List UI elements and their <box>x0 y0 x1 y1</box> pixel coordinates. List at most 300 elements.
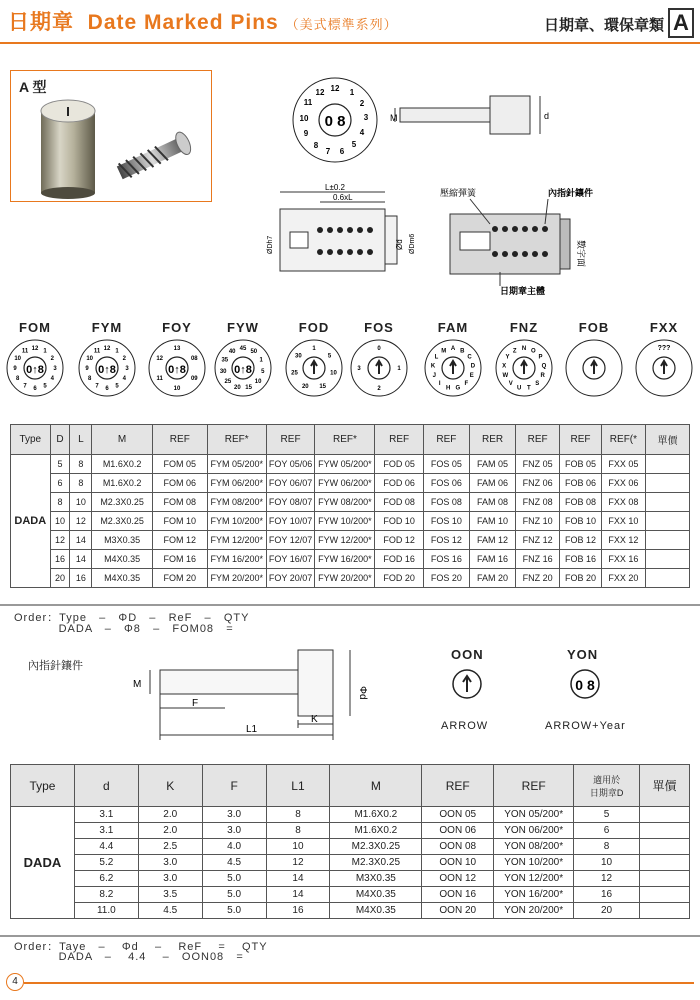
t2-cell: 8 <box>266 807 330 823</box>
svg-text:12: 12 <box>156 356 164 362</box>
t2-cell: OON 08 <box>422 839 494 855</box>
t2-cell: 12 <box>574 871 640 887</box>
t1-cell: FXX 10 <box>601 512 645 531</box>
t1-header-cell: REF <box>152 425 207 455</box>
divider <box>0 935 700 937</box>
svg-text:2: 2 <box>50 356 54 362</box>
t2-cell <box>640 823 690 839</box>
dim-label-06l: 0.6xL <box>333 193 353 202</box>
svg-text:5: 5 <box>351 140 357 149</box>
order-example-2-line2: DADA – 4.4 – OON08 = <box>14 951 244 963</box>
t2-cell: 8 <box>266 823 330 839</box>
svg-text:L: L <box>434 354 439 361</box>
t1-cell: FOM 10 <box>152 512 207 531</box>
pin-spec-body <box>11 455 690 588</box>
t1-cell: FOD 05 <box>375 455 423 474</box>
t1-cell: FNZ 16 <box>516 550 560 569</box>
t1-cell: FOB 06 <box>560 474 602 493</box>
t1-cell: FOD 06 <box>375 474 423 493</box>
t1-header-cell: Type <box>11 425 51 455</box>
footer-rule <box>24 982 694 984</box>
t1-cell: FYM 05/200* <box>207 455 266 474</box>
photo-label: A 型 <box>19 79 47 95</box>
t2-row <box>11 887 690 903</box>
t1-cell: 12 <box>50 531 70 550</box>
t1-cell: FNZ 05 <box>516 455 560 474</box>
t2-cell: 2.5 <box>138 839 202 855</box>
t2-cell: 5.0 <box>202 887 266 903</box>
t1-cell: 5 <box>50 455 70 474</box>
t1-cell: FOD 12 <box>375 531 423 550</box>
t1-row <box>11 550 690 569</box>
t1-cell: M1.6X0.2 <box>92 474 152 493</box>
t1-cell: FYM 08/200* <box>207 493 266 512</box>
svg-text:6: 6 <box>339 147 345 156</box>
svg-text:10: 10 <box>299 114 309 123</box>
t1-cell: FOM 08 <box>152 493 207 512</box>
t1-cell: FYW 05/200* <box>315 455 375 474</box>
t2-cell: 12 <box>266 855 330 871</box>
svg-text:10: 10 <box>254 379 262 386</box>
t2-header-cell: d <box>74 765 138 807</box>
svg-text:1: 1 <box>115 348 119 355</box>
t2-cell: 14 <box>266 871 330 887</box>
t1-cell: FYM 10/200* <box>207 512 266 531</box>
svg-text:???: ??? <box>657 345 671 352</box>
t1-cell: M4X0.35 <box>92 569 152 588</box>
t1-header-cell: L <box>70 425 92 455</box>
svg-text:4: 4 <box>50 376 54 382</box>
t1-cell: FOY 08/07 <box>266 493 315 512</box>
t1-header-cell: REF <box>375 425 423 455</box>
dial-fob <box>562 336 626 400</box>
t1-cell: 8 <box>50 493 70 512</box>
t1-cell: FOM 20 <box>152 569 207 588</box>
t2-cell: OON 05 <box>422 807 494 823</box>
t1-cell: FYW 16/200* <box>315 550 375 569</box>
t1-cell: FYM 20/200* <box>207 569 266 588</box>
svg-text:2: 2 <box>359 99 365 108</box>
t1-cell: 6 <box>50 474 70 493</box>
t2-cell <box>640 855 690 871</box>
t1-header-cell: REF <box>266 425 315 455</box>
dial-label-fob: FOB <box>578 320 610 335</box>
t2-cell <box>640 839 690 855</box>
svg-text:13: 13 <box>173 346 181 352</box>
svg-text:N: N <box>521 346 527 352</box>
t1-cell: FYW 08/200* <box>315 493 375 512</box>
t1-cell: FAM 12 <box>469 531 515 550</box>
svg-text:20: 20 <box>234 385 241 392</box>
t2-cell: 16 <box>266 903 330 919</box>
t1-cell: 12 <box>70 512 92 531</box>
t1-cell: FOY 06/07 <box>266 474 315 493</box>
t1-header-cell: REF* <box>315 425 375 455</box>
svg-text:7: 7 <box>95 383 99 390</box>
t1-cell <box>645 531 689 550</box>
t1-header-cell: REF <box>560 425 602 455</box>
t1-cell: 8 <box>70 455 92 474</box>
dial-fym <box>75 336 139 400</box>
t1-cell: FAM 16 <box>469 550 515 569</box>
t1-cell: FXX 08 <box>601 493 645 512</box>
t1-cell: FOM 16 <box>152 550 207 569</box>
t2-header-cell: REF <box>494 765 574 807</box>
t1-cell <box>645 569 689 588</box>
dial-label-fod: FOD <box>298 320 330 335</box>
svg-text:O: O <box>530 348 536 355</box>
dial-fyw <box>211 336 275 400</box>
insert-label-f: F <box>192 698 199 709</box>
svg-text:M: M <box>441 348 447 355</box>
svg-text:V: V <box>508 381 513 387</box>
t1-row <box>11 493 690 512</box>
t2-header-cell: 適用於 日期章D <box>574 765 640 807</box>
t2-cell: M4X0.35 <box>330 887 422 903</box>
svg-text:0↑8: 0↑8 <box>168 364 186 376</box>
title-sub: （美式標準系列） <box>285 17 398 32</box>
t1-cell: 10 <box>50 512 70 531</box>
callout-inner-insert: 內指針鑲件 <box>548 188 594 198</box>
t1-cell: 20 <box>50 569 70 588</box>
t2-cell: 3.1 <box>74 823 138 839</box>
svg-text:S: S <box>535 381 540 387</box>
svg-text:2: 2 <box>377 386 381 392</box>
t2-cell: M1.6X0.2 <box>330 823 422 839</box>
svg-text:12: 12 <box>103 346 111 352</box>
svg-text:Z: Z <box>512 348 517 355</box>
t2-cell: 8.2 <box>74 887 138 903</box>
insert-spec-header <box>11 765 690 807</box>
svg-text:5: 5 <box>43 383 47 390</box>
t1-cell: FAM 10 <box>469 512 515 531</box>
t2-cell: M4X0.35 <box>330 903 422 919</box>
svg-text:F: F <box>464 381 469 387</box>
svg-text:11: 11 <box>93 348 101 355</box>
t1-cell: FOS 05 <box>423 455 469 474</box>
t2-header-cell: K <box>138 765 202 807</box>
t2-cell: 14 <box>266 887 330 903</box>
svg-text:15: 15 <box>319 384 327 390</box>
title-cn: 日期章 <box>8 11 74 34</box>
svg-text:3: 3 <box>125 366 129 372</box>
svg-text:K: K <box>430 363 436 370</box>
svg-text:7: 7 <box>23 383 27 390</box>
t1-cell: FOS 20 <box>423 569 469 588</box>
t1-cell: 16 <box>70 569 92 588</box>
oon-caption: ARROW <box>441 720 489 732</box>
svg-text:1: 1 <box>397 366 401 372</box>
svg-text:6: 6 <box>105 386 109 392</box>
svg-text:R: R <box>540 373 545 380</box>
svg-text:Q: Q <box>541 363 547 370</box>
t2-cell: M2.3X0.25 <box>330 855 422 871</box>
t2-cell: OON 12 <box>422 871 494 887</box>
title-en: Date Marked Pins <box>87 11 279 34</box>
t1-cell: FOY 10/07 <box>266 512 315 531</box>
dim-label-l: L±0.2 <box>325 183 345 192</box>
t2-cell: 10 <box>266 839 330 855</box>
t1-cell: FOD 20 <box>375 569 423 588</box>
svg-text:12: 12 <box>330 84 340 93</box>
t1-cell: FOS 16 <box>423 550 469 569</box>
svg-text:H: H <box>446 385 451 392</box>
dial-label-fyw: FYW <box>227 320 259 335</box>
t2-cell: YON 16/200* <box>494 887 574 903</box>
main-dial <box>293 78 377 162</box>
t1-cell: FNZ 08 <box>516 493 560 512</box>
t1-cell: FOM 06 <box>152 474 207 493</box>
t1-cell: 8 <box>70 474 92 493</box>
svg-text:0↑8: 0↑8 <box>234 364 252 376</box>
svg-text:11: 11 <box>21 348 29 355</box>
t2-cell: YON 08/200* <box>494 839 574 855</box>
t2-cell: OON 16 <box>422 887 494 903</box>
t1-row <box>11 474 690 493</box>
t1-cell <box>645 474 689 493</box>
t1-cell: FOB 05 <box>560 455 602 474</box>
svg-text:C: C <box>467 354 472 361</box>
svg-text:10: 10 <box>330 370 337 377</box>
category-badge: A <box>668 8 694 38</box>
t1-cell <box>645 512 689 531</box>
t2-header-cell: M <box>330 765 422 807</box>
t1-row <box>11 512 690 531</box>
t2-cell: 4.4 <box>74 839 138 855</box>
t1-cell: FAM 05 <box>469 455 515 474</box>
t2-cell: 2.0 <box>138 823 202 839</box>
oon-name: OON <box>451 647 484 662</box>
t1-cell <box>645 550 689 569</box>
t1-cell: FOY 12/07 <box>266 531 315 550</box>
svg-text:W: W <box>502 373 509 380</box>
t1-cell: FAM 06 <box>469 474 515 493</box>
t1-cell: FOM 12 <box>152 531 207 550</box>
t2-cell: 5.0 <box>202 903 266 919</box>
t2-header-cell: Type <box>11 765 75 807</box>
pin-spec-table <box>10 424 690 588</box>
svg-text:5: 5 <box>261 368 265 375</box>
svg-text:9: 9 <box>303 129 309 138</box>
cutaway-drawing <box>450 199 570 286</box>
order-example-2-line1: Order：Taye – Φd – ReF = QTY <box>14 941 268 953</box>
t1-cell <box>645 493 689 512</box>
dim-label-dh7: ØDh7 <box>267 235 274 254</box>
t2-cell: 3.5 <box>138 887 202 903</box>
t2-cell: YON 12/200* <box>494 871 574 887</box>
svg-text:45: 45 <box>239 346 247 352</box>
callout-digit-face: 數字面 <box>576 240 586 268</box>
t2-cell: 3.1 <box>74 807 138 823</box>
t1-cell: M2.3X0.25 <box>92 512 152 531</box>
t1-cell: FOS 06 <box>423 474 469 493</box>
pin-spec-header <box>11 425 690 455</box>
t2-cell: OON 10 <box>422 855 494 871</box>
t2-cell: 4.5 <box>138 903 202 919</box>
dial-fnz <box>492 336 556 400</box>
t1-cell: 14 <box>70 531 92 550</box>
t1-cell: FYW 10/200* <box>315 512 375 531</box>
svg-text:25: 25 <box>291 370 298 377</box>
svg-text:1: 1 <box>259 357 263 364</box>
svg-text:U: U <box>517 385 522 392</box>
svg-text:T: T <box>526 385 531 392</box>
insert-spec-table <box>10 764 690 919</box>
t1-cell: FOM 05 <box>152 455 207 474</box>
assembly-drawing <box>280 192 397 271</box>
svg-text:5: 5 <box>115 383 119 390</box>
svg-text:8: 8 <box>88 376 92 382</box>
svg-text:11: 11 <box>156 376 163 382</box>
t2-cell: OON 20 <box>422 903 494 919</box>
t2-cell: 3.0 <box>138 871 202 887</box>
t1-cell: FOY 05/06 <box>266 455 315 474</box>
t1-cell: FOS 08 <box>423 493 469 512</box>
dial-label-fym: FYM <box>91 320 123 335</box>
insert-title: 內指針鑲件 <box>28 660 83 672</box>
t1-header-cell: 單價 <box>645 425 689 455</box>
t1-cell: M3X0.35 <box>92 531 152 550</box>
t1-cell: M1.6X0.2 <box>92 455 152 474</box>
t2-header-cell: F <box>202 765 266 807</box>
divider <box>0 604 700 606</box>
category-title: 日期章、環保章類 <box>543 17 664 34</box>
t2-cell: M1.6X0.2 <box>330 807 422 823</box>
t1-cell: FYW 06/200* <box>315 474 375 493</box>
svg-text:30: 30 <box>295 353 302 360</box>
t1-header-cell: REF <box>423 425 469 455</box>
t2-header-cell: 單價 <box>640 765 690 807</box>
t2-cell: YON 05/200* <box>494 807 574 823</box>
t2-cell: 4.5 <box>202 855 266 871</box>
dial-fos <box>347 336 411 400</box>
page-number: 4 <box>6 973 24 991</box>
insert-label-l1: L1 <box>246 724 258 735</box>
page-title <box>8 6 398 36</box>
main-dial-digits: 0 8 <box>324 113 346 130</box>
t1-cell: FOD 08 <box>375 493 423 512</box>
t2-row <box>11 839 690 855</box>
svg-text:X: X <box>502 363 507 370</box>
t1-header-cell: M <box>92 425 152 455</box>
t1-cell: FOY 16/07 <box>266 550 315 569</box>
dim-label-dm6: ØDm6 <box>409 233 416 254</box>
svg-text:0↑8: 0↑8 <box>98 364 116 376</box>
t2-header-cell: REF <box>422 765 494 807</box>
svg-text:5: 5 <box>327 353 332 360</box>
dim-label-d: d <box>544 111 550 121</box>
svg-text:3: 3 <box>357 366 361 372</box>
t2-cell: 3.0 <box>202 823 266 839</box>
t1-cell: FXX 20 <box>601 569 645 588</box>
t1-cell: FOB 12 <box>560 531 602 550</box>
svg-text:3: 3 <box>53 366 57 372</box>
t2-cell: 10 <box>574 855 640 871</box>
t2-cell: 5.2 <box>74 855 138 871</box>
yon-name: YON <box>567 647 599 662</box>
callout-main-body: 日期章主體 <box>500 286 546 296</box>
t2-row <box>11 903 690 919</box>
svg-text:20: 20 <box>301 384 309 390</box>
svg-text:E: E <box>469 373 474 380</box>
t1-cell: FAM 20 <box>469 569 515 588</box>
insert-label-phid: Φd <box>357 686 368 700</box>
t1-cell: FAM 08 <box>469 493 515 512</box>
svg-text:0↑8: 0↑8 <box>26 364 44 376</box>
t1-cell: FOD 16 <box>375 550 423 569</box>
t2-cell: 11.0 <box>74 903 138 919</box>
t1-cell: M2.3X0.25 <box>92 493 152 512</box>
t1-cell: FXX 12 <box>601 531 645 550</box>
t2-cell: OON 06 <box>422 823 494 839</box>
t1-cell: FOB 08 <box>560 493 602 512</box>
t1-cell: 14 <box>70 550 92 569</box>
dial-label-fos: FOS <box>364 320 394 335</box>
t1-cell: FOS 12 <box>423 531 469 550</box>
t1-cell: FOB 10 <box>560 512 602 531</box>
dim-label-m: M <box>390 113 398 123</box>
t1-header-cell: D <box>50 425 70 455</box>
svg-text:1: 1 <box>43 348 47 355</box>
t1-cell: FOB 16 <box>560 550 602 569</box>
svg-text:I: I <box>438 381 441 387</box>
svg-text:2: 2 <box>122 356 126 362</box>
svg-text:35: 35 <box>221 357 229 364</box>
t2-cell: 16 <box>574 887 640 903</box>
svg-text:4: 4 <box>359 128 365 137</box>
t2-cell: 5.0 <box>202 871 266 887</box>
t1-cell: FYM 06/200* <box>207 474 266 493</box>
svg-text:7: 7 <box>325 147 331 156</box>
svg-text:3: 3 <box>363 113 369 122</box>
t1-cell: FNZ 06 <box>516 474 560 493</box>
callout-spring: 壓縮彈簧 <box>440 188 477 198</box>
t2-type-cell: DADA <box>11 807 75 919</box>
t1-header-cell: REF <box>516 425 560 455</box>
svg-text:10: 10 <box>14 356 22 362</box>
svg-text:40: 40 <box>228 349 236 356</box>
svg-text:09: 09 <box>190 376 198 382</box>
svg-text:9: 9 <box>13 366 17 372</box>
t1-cell: FYW 12/200* <box>315 531 375 550</box>
svg-text:8: 8 <box>313 141 319 150</box>
svg-text:1: 1 <box>312 346 316 352</box>
svg-text:11: 11 <box>303 98 313 107</box>
t1-cell: FYM 16/200* <box>207 550 266 569</box>
t2-cell: 6.2 <box>74 871 138 887</box>
t1-cell <box>645 455 689 474</box>
svg-text:1: 1 <box>349 88 355 97</box>
t1-cell: FOY 20/07 <box>266 569 315 588</box>
t1-type-cell: DADA <box>11 455 51 588</box>
svg-text:9: 9 <box>85 366 89 372</box>
svg-text:G: G <box>455 385 461 392</box>
yon-digits: 0 8 <box>575 677 595 693</box>
svg-text:J: J <box>432 373 436 380</box>
dial-fom <box>3 336 67 400</box>
t1-cell: FXX 05 <box>601 455 645 474</box>
order-example-1-line2: DADA – Φ8 – FOM08 = <box>14 623 234 635</box>
t1-cell: FNZ 12 <box>516 531 560 550</box>
svg-text:12: 12 <box>31 346 39 352</box>
svg-text:8: 8 <box>16 376 20 382</box>
t2-cell: 8 <box>574 839 640 855</box>
t2-cell: M2.3X0.25 <box>330 839 422 855</box>
t1-header-cell: REF* <box>207 425 266 455</box>
dial-label-fnz: FNZ <box>509 320 539 335</box>
svg-text:6: 6 <box>33 386 37 392</box>
insert-spec-body <box>11 807 690 919</box>
